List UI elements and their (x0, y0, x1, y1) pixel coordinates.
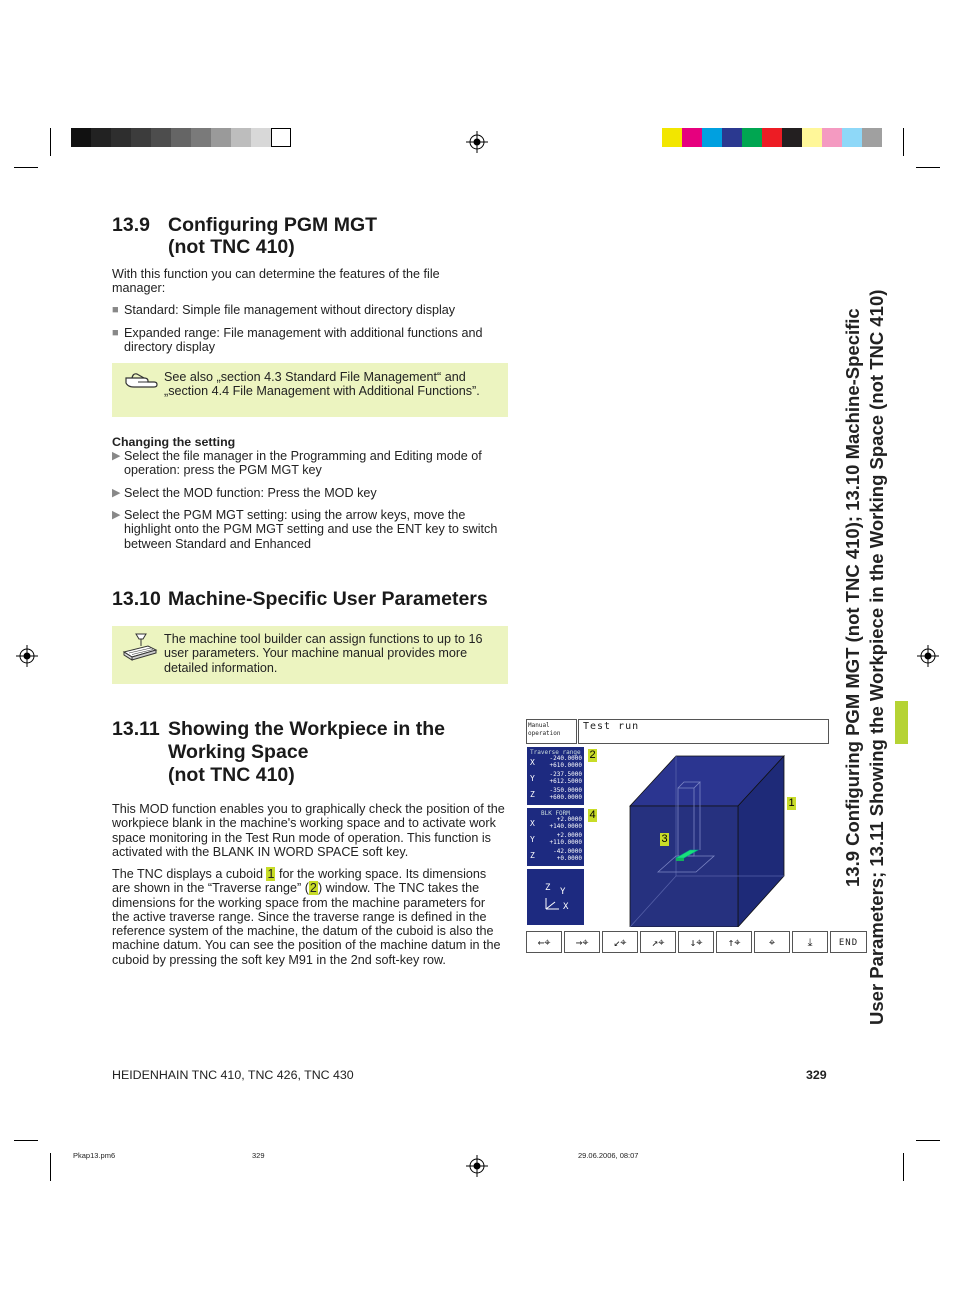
color-swatch (742, 128, 762, 147)
registration-mark-icon (16, 645, 38, 667)
triangle-bullet-icon: ▶ (112, 450, 121, 462)
side-tab-marker (895, 701, 908, 744)
section-title-line3: (not TNC 410) (168, 764, 295, 786)
axis-value: -350.0000 (549, 787, 582, 794)
section-title-line2: (not TNC 410) (168, 236, 295, 258)
crop-mark (14, 1140, 38, 1141)
axis-value: +110.0000 (549, 839, 582, 846)
note-box (112, 363, 508, 417)
color-swatch (191, 128, 211, 147)
axis-label: Z (530, 790, 535, 799)
axis-value: -240.0000 (549, 755, 582, 762)
color-swatch (762, 128, 782, 147)
softkey-button[interactable]: →⌖ (564, 931, 600, 953)
axis-value: +0.0000 (556, 855, 582, 862)
section-number: 13.11 (112, 718, 160, 740)
page-number: 329 (806, 1068, 827, 1082)
color-swatch (131, 128, 151, 147)
side-running-header-line1: 13.9 Configuring PGM MGT (not TNC 410); 13.10 Machine-Specific (842, 308, 863, 887)
workspace-cuboid-graphic (586, 746, 830, 927)
callout-4: 4 (589, 809, 596, 821)
slug-file: Pkap13.pm6 (73, 1151, 116, 1160)
intro-paragraph: With this function you can determine the features of the file manager: (112, 267, 440, 296)
list-item: ■ Expanded range: File management with additional functions and directory display (112, 326, 483, 355)
axis-value: +2.0000 (556, 816, 582, 823)
axis-value: +610.0000 (549, 762, 582, 769)
softkey-button[interactable]: ↗⌖ (640, 931, 676, 953)
color-swatch (862, 128, 882, 147)
square-bullet-icon: ■ (112, 304, 119, 316)
color-swatch (682, 128, 702, 147)
axis-value: +612.5000 (549, 778, 582, 785)
square-bullet-icon: ■ (112, 327, 119, 339)
color-swatch (822, 128, 842, 147)
blk-form-panel: BLK FORM X +2.0000 +140.0000 Y +2.0000 +110.0000 Z -42.0000 +0.0000 (527, 808, 584, 866)
color-swatch (702, 128, 722, 147)
triangle-bullet-icon: ▶ (112, 487, 121, 499)
axis-value: +600.0000 (549, 794, 582, 801)
crop-mark (916, 167, 940, 168)
crop-mark (50, 128, 51, 156)
section-title: Configuring PGM MGT (168, 214, 378, 236)
callout-1: 1 (788, 797, 795, 809)
traverse-range-panel: Traverse range X -240.0000 +610.0000 Y -237.5000 +612.5000 Z -350.0000 +600.0000 (527, 747, 584, 805)
section-heading-13-9 (112, 214, 512, 258)
color-swatch (71, 128, 91, 147)
softkey-button[interactable]: ↓⌖ (678, 931, 714, 953)
axis-value: +2.0000 (556, 832, 582, 839)
program-mode-box: Test run (578, 719, 829, 744)
list-item: ■ Standard: Simple file management without directory display (112, 303, 456, 317)
paragraph: This MOD function enables you to graphically check the position of the workpiece blank in the machine's working space and to activate work space monitoring in the Test Run mode of operation. This function is activated with the BLANK IN WORD SPACE soft key. (112, 802, 505, 859)
note-box (112, 626, 508, 684)
slug-page: 329 (252, 1151, 265, 1160)
crop-mark (916, 1140, 940, 1141)
softkey-button[interactable]: ↑⌖ (716, 931, 752, 953)
section-number: 13.9 (112, 214, 150, 236)
crop-mark (50, 1153, 51, 1181)
axis-value: -237.5000 (549, 771, 582, 778)
section-title-line2: Working Space (168, 741, 309, 763)
step-item: ▶ Select the PGM MGT setting: using the arrow keys, move the highlight onto the PGM MGT setting and use the ENT key to switch between Standard and Enhanced (112, 508, 498, 551)
crop-mark (14, 167, 38, 168)
axes-panel: Z Y X (527, 869, 584, 925)
color-swatch (782, 128, 802, 147)
slug-date: 29.06.2006, 08:07 (578, 1151, 639, 1160)
color-swatch (802, 128, 822, 147)
softkey-button[interactable]: ⌖ (754, 931, 790, 953)
tnc-screenshot (526, 719, 859, 982)
axis-value: -42.0000 (553, 848, 582, 855)
color-swatch (842, 128, 862, 147)
crop-mark (903, 128, 904, 156)
section-title: Machine-Specific User Parameters (168, 588, 488, 610)
step-item: ▶ Select the MOD function: Press the MOD key (112, 486, 377, 500)
subheading: Changing the setting (112, 435, 236, 449)
section-title: Showing the Workpiece in the (168, 718, 445, 740)
softkey-button[interactable]: ⤓ (792, 931, 828, 953)
registration-mark-icon (466, 131, 488, 153)
callout-2: 2 (589, 749, 596, 761)
paragraph: The TNC displays a cuboid 1 for the working space. Its dimensions are shown in the “Traverse range” (2) window. The TNC takes the dimensions for the working space from the machine parameters for the active traverse range. Since the traverse range is defined in the reference system of the machine, the datum of the cuboid is also the machine datum. You can see the position of the machine datum in the cuboid by pressing the soft key M91 in the 2nd soft-key row. (112, 867, 501, 967)
axis-label: Z (530, 851, 535, 860)
machine-tool-icon (122, 632, 158, 664)
color-swatch (662, 128, 682, 147)
callout-ref: 1 (267, 867, 275, 881)
section-number: 13.10 (112, 588, 161, 610)
softkey-button[interactable]: ↙⌖ (602, 931, 638, 953)
color-swatch (251, 128, 271, 147)
color-swatch (231, 128, 251, 147)
side-running-header-line2: User Parameters; 13.11 Showing the Workpiece in the Working Space (not TNC 410) (866, 289, 887, 1025)
footer-manual-title: HEIDENHAIN TNC 410, TNC 426, TNC 430 (112, 1068, 354, 1082)
color-swatch (91, 128, 111, 147)
axis-value: +140.0000 (549, 823, 582, 830)
color-swatch (171, 128, 191, 147)
color-swatch (211, 128, 231, 147)
axis-label: Y (530, 835, 535, 844)
softkey-button[interactable]: ←⌖ (526, 931, 562, 953)
axis-label: Y (530, 774, 535, 783)
triangle-bullet-icon: ▶ (112, 509, 121, 521)
color-swatch (271, 128, 291, 147)
mode-box: Manual operation (526, 719, 577, 744)
callout-3: 3 (661, 833, 668, 845)
color-swatch (111, 128, 131, 147)
pointing-hand-icon (124, 369, 160, 391)
color-swatch (722, 128, 742, 147)
color-swatch (151, 128, 171, 147)
axis-label: X (530, 819, 535, 828)
note-text: The machine tool builder can assign functions to up to 16 user parameters. Your machine manual provides more detailed information. (164, 632, 483, 675)
note-text: See also „section 4.3 Standard File Management“ and „section 4.4 File Management with Additional Functions”. (164, 370, 480, 399)
registration-mark-icon (466, 1155, 488, 1177)
crop-mark (903, 1153, 904, 1181)
step-item: ▶ Select the file manager in the Programming and Editing mode of operation: press the PGM MGT key (112, 449, 482, 478)
section-heading-13-11 (112, 718, 512, 787)
axis-triad-icon (543, 895, 563, 913)
registration-mark-icon (917, 645, 939, 667)
callout-ref: 2 (309, 881, 317, 896)
axis-label: X (530, 758, 535, 767)
softkey-button[interactable]: END (830, 931, 867, 953)
section-heading-13-10 (112, 588, 512, 610)
